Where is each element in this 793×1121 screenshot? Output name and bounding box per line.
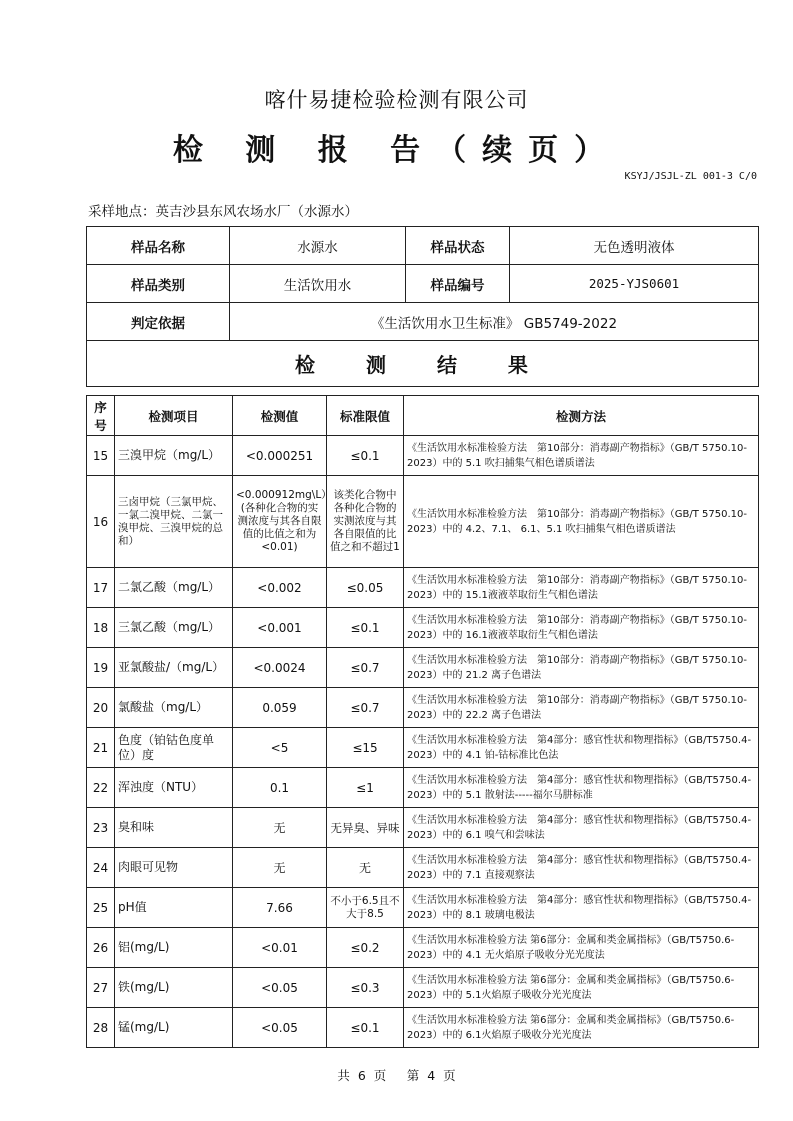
row-method: 《生活饮用水标准检验方法 第4部分：感官性状和物理指标》（GB/T5750.4-2023）中的 4.1 铂-钴标准比色法 <box>404 728 759 768</box>
sample-info-row <box>87 303 759 341</box>
row-method: 《生活饮用水标准检验方法 第6部分：金属和类金属指标》（GB/T5750.6-2023）中的 6.1火焰原子吸收分光光度法 <box>404 1008 759 1048</box>
row-no: 25 <box>87 888 115 928</box>
sampling-site-label: 采样地点： <box>88 204 156 220</box>
row-no: 22 <box>87 768 115 808</box>
row-limit: ≤0.1 <box>327 1008 404 1048</box>
table-row <box>87 928 759 968</box>
sample-number-value: 2025-YJS0601 <box>510 265 759 303</box>
row-value: <0.0024 <box>233 648 327 688</box>
row-limit: ≤15 <box>327 728 404 768</box>
table-row <box>87 728 759 768</box>
row-method: 《生活饮用水标准检验方法 第6部分：金属和类金属指标》（GB/T5750.6-2023）中的 5.1火焰原子吸收分光光度法 <box>404 968 759 1008</box>
table-row <box>87 888 759 928</box>
table-row <box>87 1008 759 1048</box>
row-item: 三卤甲烷（三氯甲烷、一氯二溴甲烷、二氯一溴甲烷、三溴甲烷的总和） <box>115 476 233 568</box>
row-no: 21 <box>87 728 115 768</box>
page-indicator: 共 6 页 第 4 页 <box>337 1068 456 1083</box>
row-value: <0.000251 <box>233 436 327 476</box>
row-item: 亚氯酸盐/（mg/L） <box>115 648 233 688</box>
results-banner-row <box>87 341 759 387</box>
row-item: 锰(mg/L) <box>115 1008 233 1048</box>
row-method: 《生活饮用水标准检验方法 第4部分：感官性状和物理指标》（GB/T5750.4-2023）中的 6.1 嗅气和尝味法 <box>404 808 759 848</box>
table-row <box>87 808 759 848</box>
table-row <box>87 848 759 888</box>
col-value-header: 检测值 <box>233 396 327 436</box>
row-value: 0.1 <box>233 768 327 808</box>
row-value: <0.001 <box>233 608 327 648</box>
row-limit: ≤0.05 <box>327 568 404 608</box>
col-limit-header: 标准限值 <box>327 396 404 436</box>
row-item: 浑浊度（NTU） <box>115 768 233 808</box>
row-value: 7.66 <box>233 888 327 928</box>
row-item: 铝(mg/L) <box>115 928 233 968</box>
row-no: 20 <box>87 688 115 728</box>
row-no: 17 <box>87 568 115 608</box>
row-no: 24 <box>87 848 115 888</box>
row-method: 《生活饮用水标准检验方法 第4部分：感官性状和物理指标》（GB/T5750.4-2023）中的 7.1 直接观察法 <box>404 848 759 888</box>
table-row <box>87 968 759 1008</box>
company-name: 喀什易捷检验检测有限公司 <box>264 88 529 112</box>
row-no: 16 <box>87 476 115 568</box>
col-no-header: 序号 <box>87 396 115 436</box>
sample-type-value: 生活饮用水 <box>230 265 406 303</box>
row-value: <5 <box>233 728 327 768</box>
row-limit: ≤0.7 <box>327 648 404 688</box>
row-method: 《生活饮用水标准检验方法 第10部分：消毒副产物指标》（GB/T 5750.10-2023）中的 4.2、7.1、 6.1、5.1 吹扫捕集气相色谱质谱法 <box>404 476 759 568</box>
table-row <box>87 436 759 476</box>
form-code: KSYJ/JSJL-ZL 001-3 C/0 <box>624 171 757 182</box>
table-row <box>87 476 759 568</box>
row-limit: 不小于6.5且不大于8.5 <box>327 888 404 928</box>
row-no: 19 <box>87 648 115 688</box>
row-item: 臭和味 <box>115 808 233 848</box>
basis-value: 《生活饮用水卫生标准》 GB5749-2022 <box>230 303 759 341</box>
sample-state-value: 无色透明液体 <box>510 227 759 265</box>
sampling-site <box>88 200 358 220</box>
row-method: 《生活饮用水标准检验方法 第10部分：消毒副产物指标》（GB/T 5750.10-2023）中的 15.1液液萃取衍生气相色谱法 <box>404 568 759 608</box>
row-value: 无 <box>233 808 327 848</box>
row-limit: 无异臭、异味 <box>327 808 404 848</box>
row-method: 《生活饮用水标准检验方法 第4部分：感官性状和物理指标》（GB/T5750.4-2023）中的 5.1 散射法-----福尔马肼标准 <box>404 768 759 808</box>
row-value: 无 <box>233 848 327 888</box>
sample-state-label: 样品状态 <box>406 227 510 265</box>
row-item: 三氯乙酸（mg/L） <box>115 608 233 648</box>
row-no: 23 <box>87 808 115 848</box>
row-method: 《生活饮用水标准检验方法 第10部分：消毒副产物指标》（GB/T 5750.10-2023）中的 21.2 离子色谱法 <box>404 648 759 688</box>
table-row <box>87 688 759 728</box>
row-value: <0.000912mg\L）(各种化合物的实测浓度与其各自限值的比值之和为<0.01) <box>233 476 327 568</box>
table-row <box>87 568 759 608</box>
row-no: 18 <box>87 608 115 648</box>
sample-number-label: 样品编号 <box>406 265 510 303</box>
row-limit: 该类化合物中各种化合物的实测浓度与其各自限值的比值之和不超过1 <box>327 476 404 568</box>
row-item: pH值 <box>115 888 233 928</box>
table-row <box>87 768 759 808</box>
sample-info-row <box>87 227 759 265</box>
table-row <box>87 608 759 648</box>
row-method: 《生活饮用水标准检验方法 第4部分：感官性状和物理指标》（GB/T5750.4-2023）中的 8.1 玻璃电极法 <box>404 888 759 928</box>
sample-info-row <box>87 265 759 303</box>
row-no: 28 <box>87 1008 115 1048</box>
sample-type-label: 样品类别 <box>87 265 230 303</box>
col-method-header: 检测方法 <box>404 396 759 436</box>
col-item-header: 检测项目 <box>115 396 233 436</box>
row-method: 《生活饮用水标准检验方法 第10部分：消毒副产物指标》（GB/T 5750.10-2023）中的 16.1液液萃取衍生气相色谱法 <box>404 608 759 648</box>
row-limit: 无 <box>327 848 404 888</box>
row-no: 15 <box>87 436 115 476</box>
row-method: 《生活饮用水标准检验方法 第10部分：消毒副产物指标》（GB/T 5750.10-2023）中的 22.2 离子色谱法 <box>404 688 759 728</box>
row-item: 铁(mg/L) <box>115 968 233 1008</box>
sample-name-value: 水源水 <box>230 227 406 265</box>
row-value: <0.05 <box>233 968 327 1008</box>
results-header-row <box>87 396 759 436</box>
row-method: 《生活饮用水标准检验方法 第6部分：金属和类金属指标》（GB/T5750.6-2023）中的 4.1 无火焰原子吸收分光光度法 <box>404 928 759 968</box>
row-value: <0.01 <box>233 928 327 968</box>
sample-info-table <box>86 226 759 387</box>
results-table <box>86 395 759 1048</box>
row-item: 氯酸盐（mg/L） <box>115 688 233 728</box>
results-banner: 检 测 结 果 <box>87 341 759 387</box>
row-no: 27 <box>87 968 115 1008</box>
row-limit: ≤0.1 <box>327 436 404 476</box>
row-value: <0.002 <box>233 568 327 608</box>
row-limit: ≤0.7 <box>327 688 404 728</box>
row-method: 《生活饮用水标准检验方法 第10部分：消毒副产物指标》（GB/T 5750.10-2023）中的 5.1 吹扫捕集气相色谱质谱法 <box>404 436 759 476</box>
basis-label: 判定依据 <box>87 303 230 341</box>
row-limit: ≤0.3 <box>327 968 404 1008</box>
row-item: 肉眼可见物 <box>115 848 233 888</box>
row-item: 二氯乙酸（mg/L） <box>115 568 233 608</box>
row-limit: ≤0.2 <box>327 928 404 968</box>
sampling-site-value: 英吉沙县东风农场水厂（水源水） <box>155 204 358 220</box>
row-limit: ≤1 <box>327 768 404 808</box>
row-item: 色度（铂钴色度单位）度 <box>115 728 233 768</box>
sample-name-label: 样品名称 <box>87 227 230 265</box>
row-no: 26 <box>87 928 115 968</box>
table-row <box>87 648 759 688</box>
row-limit: ≤0.1 <box>327 608 404 648</box>
row-value: <0.05 <box>233 1008 327 1048</box>
row-value: 0.059 <box>233 688 327 728</box>
report-title: 检 测 报 告（续页） <box>172 133 621 168</box>
row-item: 三溴甲烷（mg/L） <box>115 436 233 476</box>
